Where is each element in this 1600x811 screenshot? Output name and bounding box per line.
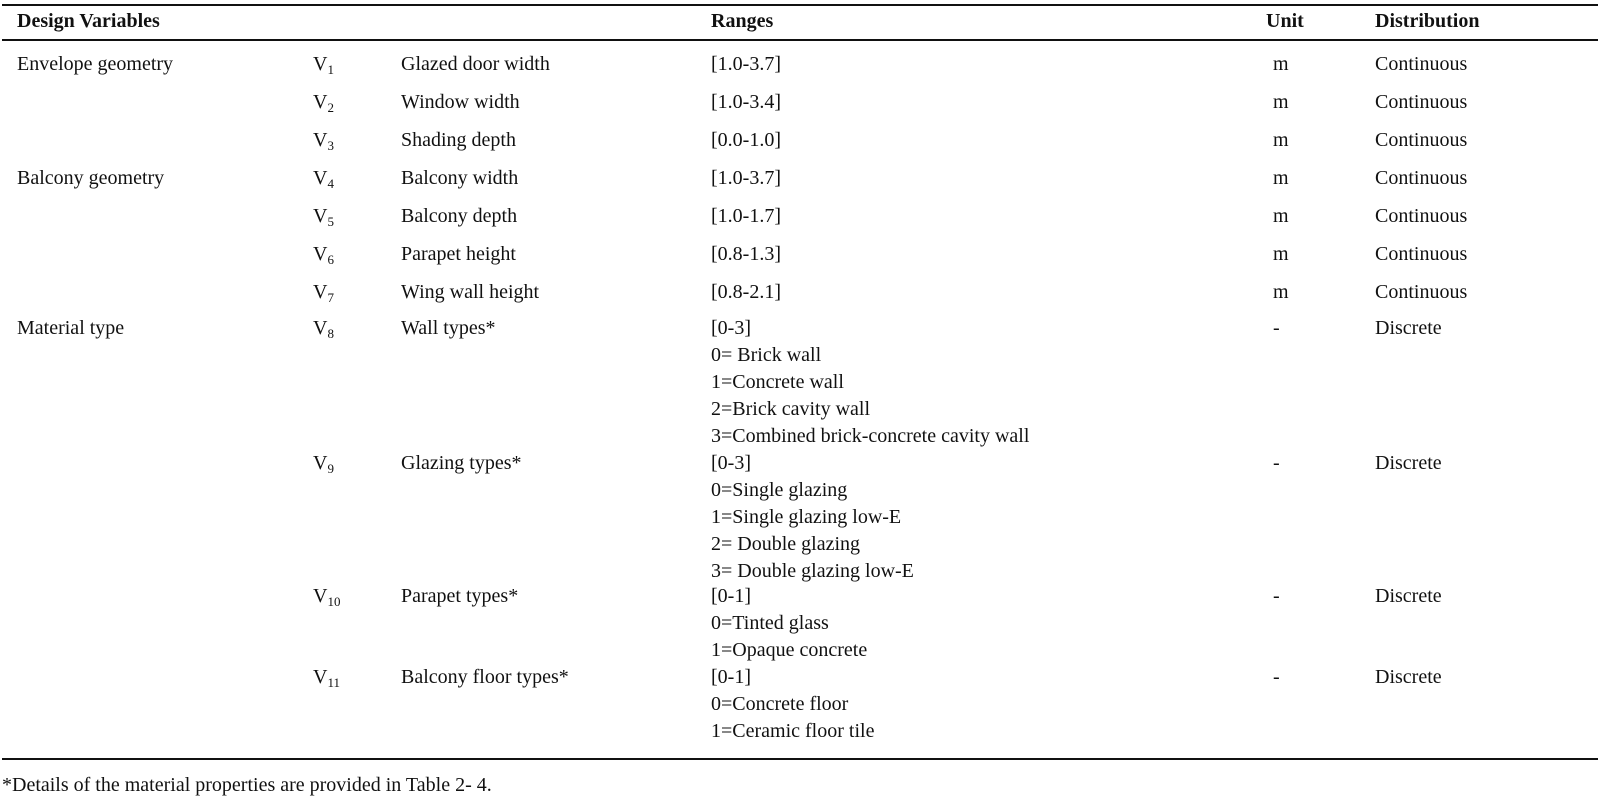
range-line: [0-1] (711, 585, 751, 607)
table-footnote: *Details of the material properties are provided in Table 2- 4. (2, 774, 492, 796)
variable-symbol: $V_{10}$ (313, 585, 341, 609)
variable-symbol: $V_{11}$ (313, 666, 340, 690)
variable-name: Balcony width (401, 167, 519, 189)
range-line: 3=Combined brick-concrete cavity wall (711, 425, 1030, 447)
variable-symbol: $V_6$ (313, 243, 334, 267)
range-line: 1=Concrete wall (711, 371, 844, 393)
variable-unit: m (1273, 91, 1289, 113)
variable-range: [1.0-1.7] (711, 205, 781, 227)
range-line: 0=Single glazing (711, 479, 848, 501)
variable-unit: m (1273, 281, 1289, 303)
variable-name: Window width (401, 91, 520, 113)
variable-unit: m (1273, 205, 1289, 227)
variable-distribution: Continuous (1375, 129, 1468, 151)
variable-range: [0.8-2.1] (711, 281, 781, 303)
range-line: 1=Opaque concrete (711, 639, 868, 661)
group-label: Material type (17, 317, 125, 339)
header-unit: Unit (1266, 10, 1304, 32)
range-line: 0=Tinted glass (711, 612, 829, 634)
variable-range: [1.0-3.7] (711, 167, 781, 189)
variable-distribution: Discrete (1375, 585, 1442, 607)
variable-name: Glazed door width (401, 53, 550, 75)
variable-symbol: $V_9$ (313, 452, 334, 476)
header-distribution: Distribution (1375, 10, 1480, 32)
variable-unit: - (1273, 666, 1280, 688)
variable-name: Balcony depth (401, 205, 518, 227)
variable-range: [1.0-3.4] (711, 91, 781, 113)
range-line: 1=Ceramic floor tile (711, 720, 875, 742)
variable-symbol: $V_4$ (313, 167, 334, 191)
variable-name: Parapet height (401, 243, 516, 265)
variable-distribution: Continuous (1375, 91, 1468, 113)
variable-symbol: $V_1$ (313, 53, 334, 77)
variable-symbol: $V_8$ (313, 317, 334, 341)
variable-symbol: $V_7$ (313, 281, 334, 305)
table-bottom-rule (2, 758, 1598, 760)
variable-distribution: Discrete (1375, 452, 1442, 474)
variable-symbol: $V_3$ (313, 129, 334, 153)
variable-distribution: Continuous (1375, 281, 1468, 303)
variable-range: [0.8-1.3] (711, 243, 781, 265)
range-line: 0=Concrete floor (711, 693, 849, 715)
variable-name: Wall types* (401, 317, 496, 339)
variable-range (711, 315, 1029, 450)
variable-range (711, 583, 867, 664)
header-design-variables: Design Variables (17, 10, 160, 32)
header-ranges: Ranges (711, 10, 774, 32)
range-line: 1=Single glazing low-E (711, 506, 902, 528)
variable-range (711, 664, 874, 745)
range-line: 0= Brick wall (711, 344, 822, 366)
variable-distribution: Discrete (1375, 317, 1442, 339)
variable-unit: m (1273, 129, 1289, 151)
variable-unit: m (1273, 167, 1289, 189)
variable-range (711, 450, 914, 585)
variable-unit: m (1273, 53, 1289, 75)
variable-distribution: Continuous (1375, 167, 1468, 189)
variable-unit: - (1273, 585, 1280, 607)
variable-range: [0.0-1.0] (711, 129, 781, 151)
variable-name: Balcony floor types* (401, 666, 569, 688)
variable-distribution: Continuous (1375, 205, 1468, 227)
variable-distribution: Continuous (1375, 243, 1468, 265)
range-line: [0-3] (711, 452, 751, 474)
table-header-rule (2, 39, 1598, 41)
variable-unit: m (1273, 243, 1289, 265)
variable-distribution: Discrete (1375, 666, 1442, 688)
variable-unit: - (1273, 452, 1280, 474)
variable-name: Parapet types* (401, 585, 519, 607)
variable-symbol: $V_2$ (313, 91, 334, 115)
variable-symbol: $V_5$ (313, 205, 334, 229)
variable-name: Glazing types* (401, 452, 522, 474)
range-line: 2= Double glazing (711, 533, 861, 555)
group-label: Balcony geometry (17, 167, 165, 189)
table-top-rule (2, 4, 1598, 6)
range-line: 3= Double glazing low-E (711, 560, 914, 582)
variable-range: [1.0-3.7] (711, 53, 781, 75)
group-label: Envelope geometry (17, 53, 174, 75)
variable-unit: - (1273, 317, 1280, 339)
variable-name: Wing wall height (401, 281, 540, 303)
range-line: [0-1] (711, 666, 751, 688)
variable-name: Shading depth (401, 129, 516, 151)
variable-distribution: Continuous (1375, 53, 1468, 75)
range-line: 2=Brick cavity wall (711, 398, 871, 420)
range-line: [0-3] (711, 317, 751, 339)
